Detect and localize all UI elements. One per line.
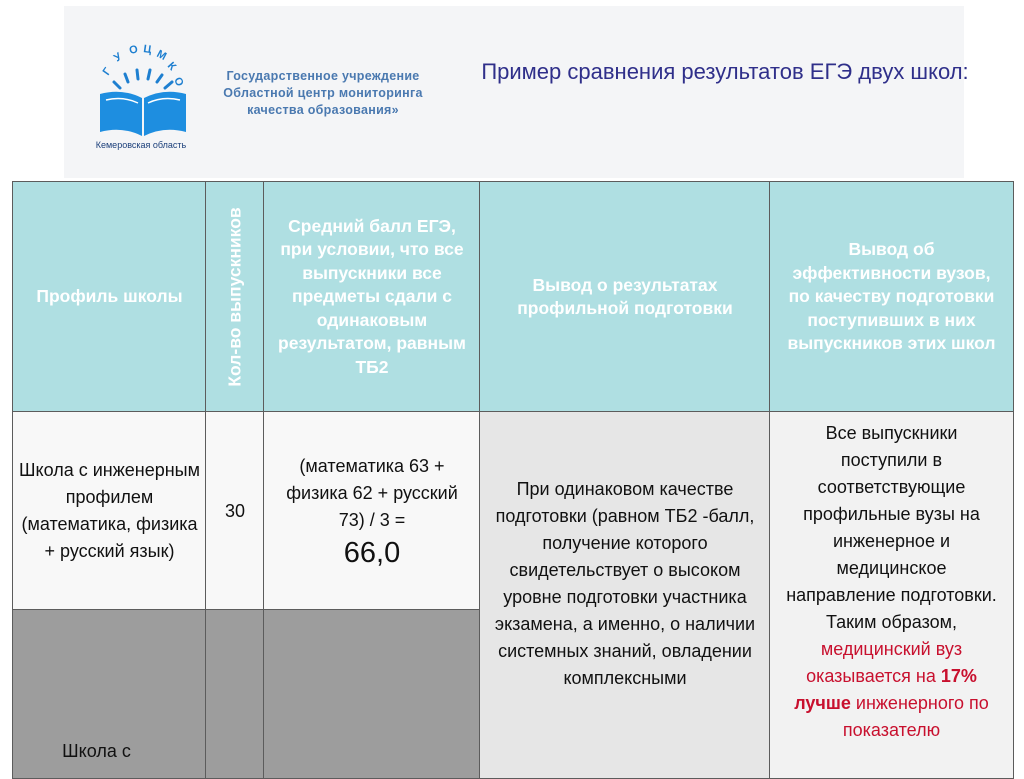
- header-conclusion: Вывод о результатах профильной подготовки: [479, 181, 771, 413]
- header-effectiveness: Вывод об эффективности вузов, по качеству подготовки поступивших в них выпускников этих школ: [769, 181, 1014, 413]
- svg-text:К: К: [164, 59, 179, 74]
- svg-text:М: М: [154, 48, 169, 63]
- svg-text:О: О: [128, 43, 139, 57]
- svg-text:Ц: Ц: [142, 43, 153, 57]
- row2-count-cell: [205, 609, 265, 779]
- row1-count: 30: [205, 411, 265, 611]
- comparison-table: [12, 181, 1014, 771]
- open-book-logo-icon: [90, 40, 200, 155]
- header-average-score: Средний балл ЕГЭ, при условии, что все выпускники все предметы сдали с одинаковым результатом, равным ТБ2: [263, 181, 481, 413]
- row2-profile-text: Школа с: [62, 741, 131, 761]
- effectiveness-cell: [769, 411, 1014, 779]
- effectiveness-highlight: медицинский вуз оказывается на: [806, 639, 963, 686]
- header-profile: Профиль школы: [12, 181, 207, 413]
- org-line-1: Государственное учреждение: [226, 69, 420, 83]
- row1-average-formula: (математика 63 + физика 62 + русский 73) / 3 =: [286, 455, 458, 530]
- effectiveness-text-part2: инженерного по показателю: [842, 693, 989, 740]
- header-count: [205, 181, 265, 413]
- header-count-label: Кол-во выпускников: [225, 207, 246, 387]
- row2-average-cell: [263, 609, 481, 779]
- row1-profile: Школа с инженерным профилем (математика, физика + русский язык): [12, 411, 207, 611]
- page-title: Пример сравнения результатов ЕГЭ двух школ:: [481, 59, 969, 84]
- effectiveness-text-part1: Все выпускники поступили в соответствующие профильные вузы на инженерное и медицинское направление подготовки. Таким образом,: [786, 423, 997, 632]
- svg-text:У: У: [111, 50, 125, 65]
- conclusion-cell: [479, 411, 771, 779]
- effectiveness-percent: 17% лучше: [794, 666, 977, 713]
- svg-text:О: О: [171, 75, 186, 89]
- svg-text:Г: Г: [100, 65, 115, 78]
- conclusion-text: При одинаковом качестве подготовки (равном ТБ2 -балл, получение которого свидетельствует о высоком уровне подготовки участника экзамена, а именно, о наличии системных знаний, овладении комплексными: [494, 479, 756, 688]
- org-line-3: качества образования»: [247, 103, 399, 117]
- organization-name: [208, 68, 438, 119]
- row1-average: [263, 411, 481, 611]
- region-label: Кемеровская область: [95, 140, 187, 150]
- org-line-2: Областной центр мониторинга: [223, 86, 423, 100]
- effectiveness-text: [780, 420, 1003, 744]
- row1-average-value: 66,0: [343, 536, 401, 569]
